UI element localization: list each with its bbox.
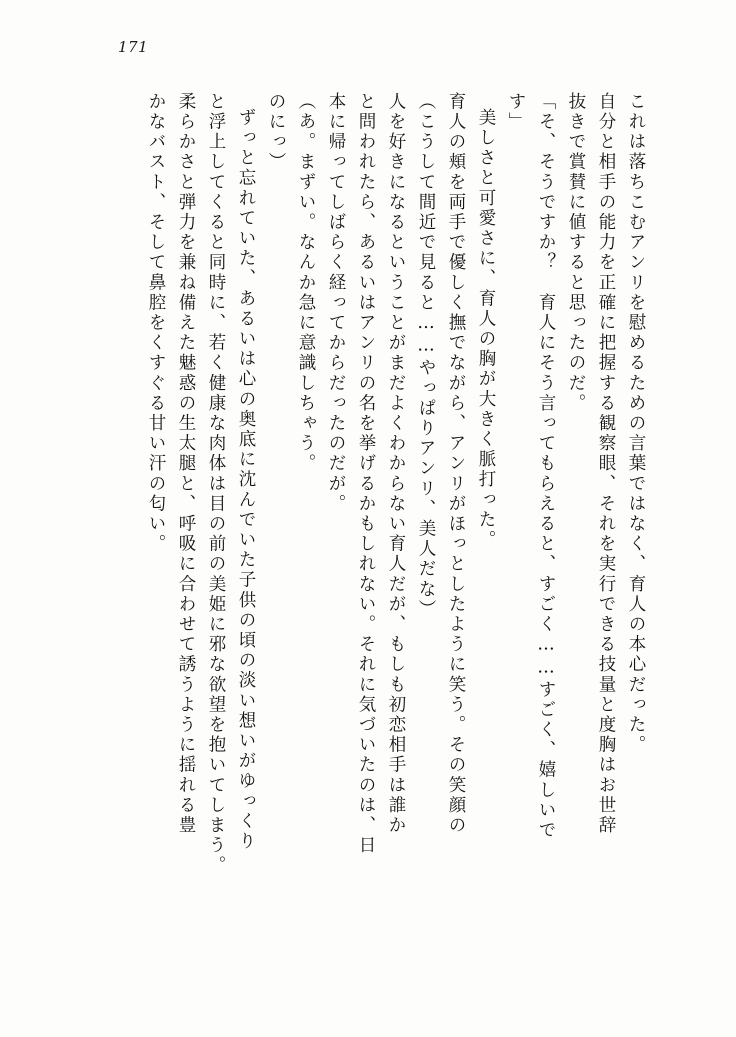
text-column: 抜きで賞賛に値すると思ったのだ。 — [566, 92, 586, 414]
text-column: 美しさと可愛さに、育人の胸が大きく脈打った。 — [476, 108, 496, 551]
text-column: （あ。まずい。なんか急に意識しちゃう。 — [296, 92, 316, 474]
vertical-text-body — [96, 92, 644, 964]
text-column: 本に帰ってしばらく経ってからだったのだが。 — [326, 92, 346, 515]
text-column: と浮上してくると同時に、若く健康な肉体は目の前の美姫に邪な欲望を抱いてしまう。 — [206, 92, 226, 876]
page-number: 171 — [118, 38, 149, 56]
text-column: 柔らかさと弾力を兼ね備えた魅惑の生太腿と、呼吸に合わせて誘うように揺れる豊 — [176, 92, 196, 836]
text-column: 人を好きになるということがまだよくわからない育人だが、もしも初恋相手は誰か — [386, 92, 406, 836]
text-column: （こうして間近で見ると……やっぱりアンリ、美人だな） — [416, 92, 436, 620]
text-column: ずっと忘れていた、あるいは心の奥底に沈んでいた子供の頃の淡い想いがゆっくり — [236, 108, 256, 852]
text-column: のにっ） — [266, 92, 286, 173]
text-column: す」 — [506, 92, 526, 133]
text-column: かなバスト、そして鼻腔をくすぐる甘い汗の匂い。 — [146, 92, 166, 555]
text-column: 「そ、そうですか？ 育人にそう言ってもらえると、すごく……すごく、嬉しいで — [536, 92, 556, 841]
text-column: これは落ちこむアンリを慰めるための言葉ではなく、育人の本心だった。 — [626, 92, 646, 756]
text-column: と問われたら、あるいはアンリの名を挙げるかもしれない。それに気づいたのは、日 — [356, 92, 376, 856]
text-column: 自分と相手の能力を正確に把握する観察眼、それを実行できる技量と度胸はお世辞 — [596, 92, 616, 836]
text-column: 育人の頬を両手で優しく撫でながら、アンリがほっとしたように笑う。その笑顔の — [446, 92, 466, 836]
